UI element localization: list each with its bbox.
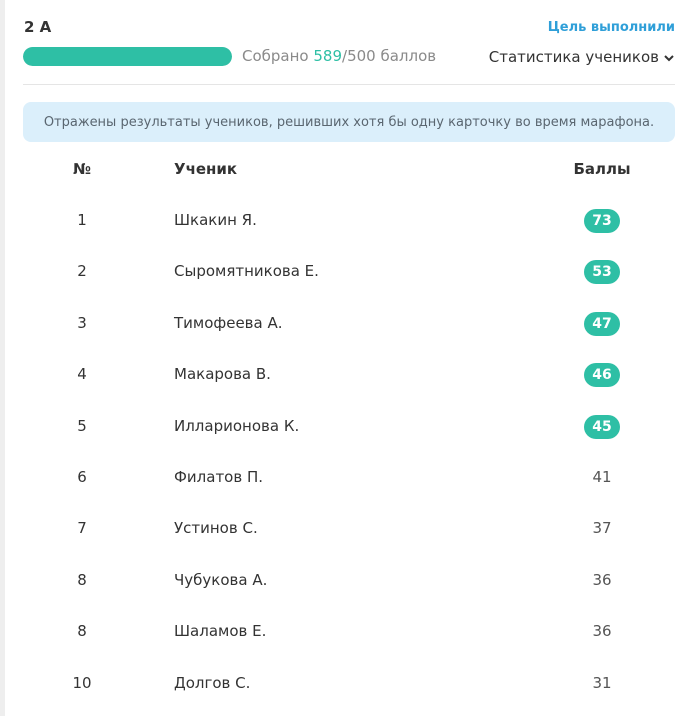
collected-prefix: Собрано — [242, 47, 314, 65]
score-badge: 47 — [584, 312, 619, 336]
row-number: 3 — [77, 313, 87, 332]
score-cell — [572, 362, 632, 387]
header-student: Ученик — [174, 160, 238, 178]
score-cell — [572, 465, 632, 489]
score-value: 41 — [592, 468, 612, 486]
score-cell — [572, 619, 632, 643]
row-number: 10 — [72, 673, 92, 692]
collected-points-text — [242, 47, 436, 66]
info-banner — [23, 102, 675, 142]
class-title: 2 А — [24, 18, 52, 36]
table-row — [0, 671, 694, 695]
score-cell — [572, 259, 632, 284]
score-badge: 46 — [584, 363, 619, 387]
score-cell — [572, 311, 632, 336]
row-number: 6 — [77, 468, 87, 486]
table-row — [0, 362, 694, 386]
row-number: 2 — [77, 262, 87, 281]
collected-suffix: /500 баллов — [342, 47, 437, 65]
row-number: 8 — [77, 570, 87, 589]
table-header — [0, 160, 694, 180]
score-badge: 45 — [584, 415, 619, 439]
student-name: Макарова В. — [174, 365, 271, 384]
table-row — [0, 311, 694, 335]
student-name: Чубукова А. — [174, 570, 268, 589]
student-stats-label: Статистика учеников — [488, 48, 659, 66]
student-name: Илларионова К. — [174, 416, 300, 435]
score-cell — [572, 208, 632, 233]
score-value: 36 — [592, 570, 612, 589]
student-name: Долгов С. — [174, 673, 251, 692]
table-row — [0, 414, 694, 438]
chevron-down-icon — [663, 52, 675, 64]
score-cell — [572, 671, 632, 695]
student-name: Сыромятникова Е. — [174, 262, 319, 281]
row-number: 7 — [77, 519, 87, 538]
collected-value: 589 — [313, 47, 343, 65]
score-badge: 73 — [584, 209, 619, 233]
score-value: 31 — [592, 673, 612, 692]
header-score: Баллы — [573, 160, 631, 178]
table-row — [0, 568, 694, 592]
score-cell — [572, 568, 632, 592]
table-row — [0, 259, 694, 283]
score-cell — [572, 414, 632, 439]
info-banner-text: Отражены результаты учеников, решивших хотя бы одну карточку во время марафона. — [43, 114, 655, 130]
panel-left-border — [0, 0, 5, 716]
table-row — [0, 465, 694, 489]
student-name: Шаламов Е. — [174, 622, 267, 641]
points-progress-bar — [23, 47, 232, 66]
row-number: 1 — [77, 211, 87, 229]
student-name: Филатов П. — [174, 468, 264, 486]
row-number: 8 — [77, 622, 87, 641]
table-row — [0, 208, 694, 232]
header-divider — [23, 84, 675, 85]
student-stats-dropdown[interactable] — [489, 48, 675, 67]
goal-completed-link[interactable]: Цель выполнили — [547, 20, 675, 35]
score-badge: 53 — [584, 260, 619, 284]
row-number: 4 — [77, 365, 87, 384]
student-name: Устинов С. — [174, 519, 258, 538]
score-value: 36 — [592, 622, 612, 641]
score-value: 37 — [592, 519, 612, 538]
points-progress-fill — [23, 47, 232, 66]
score-cell — [572, 516, 632, 540]
header-num: № — [72, 160, 92, 178]
student-name: Шкакин Я. — [174, 211, 257, 229]
student-name: Тимофеева А. — [174, 313, 283, 332]
table-row — [0, 619, 694, 643]
row-number: 5 — [77, 416, 87, 435]
table-row — [0, 516, 694, 540]
